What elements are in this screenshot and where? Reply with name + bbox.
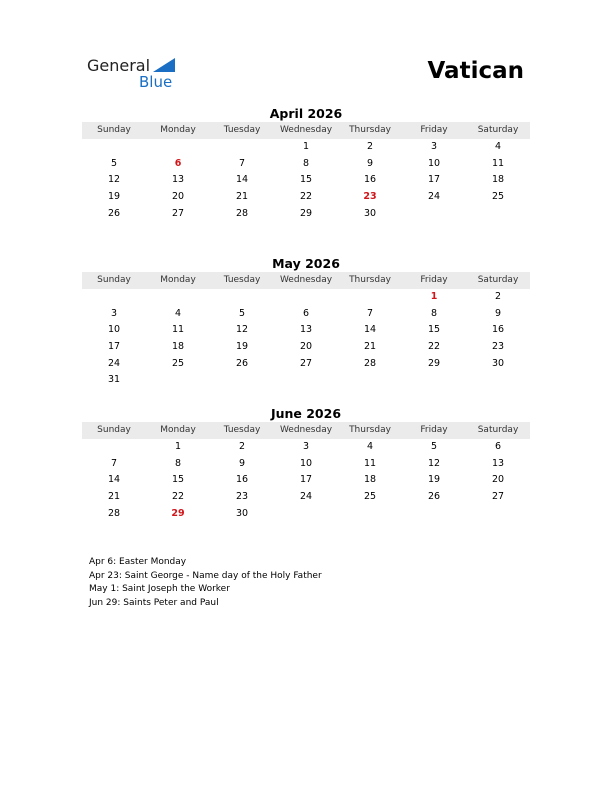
month-calendar-april [82, 106, 530, 222]
day-cell: 1 [430, 291, 438, 302]
day-cell: 9 [238, 457, 246, 469]
day-cell: 16 [235, 474, 249, 486]
day-cell: 17 [299, 474, 313, 486]
month-grid [82, 272, 530, 389]
day-cell: 3 [430, 141, 438, 152]
day-cell: 5 [430, 441, 438, 452]
day-cell: 26 [235, 357, 249, 369]
logo-general-text: General [87, 56, 151, 75]
day-cell: 30 [491, 357, 505, 369]
day-cell: 22 [171, 491, 185, 503]
weekday-header: Thursday [338, 272, 402, 289]
day-cell: 5 [238, 307, 246, 319]
day-cell: 8 [430, 307, 438, 319]
weekday-header: Saturday [466, 272, 530, 289]
day-cell: 11 [171, 324, 185, 336]
day-cell: 11 [363, 457, 377, 469]
day-cell: 12 [107, 174, 121, 186]
day-cell: 9 [494, 307, 502, 319]
weekday-header: Friday [402, 272, 466, 289]
weekday-header: Sunday [82, 422, 146, 439]
day-cell: 18 [491, 174, 505, 186]
month-grid [82, 122, 530, 222]
day-cell: 3 [302, 441, 310, 452]
day-cell: 19 [427, 474, 441, 486]
day-cell: 28 [363, 357, 377, 369]
day-cell: 21 [235, 191, 249, 203]
empty-day-cell [82, 139, 146, 156]
weekday-header: Thursday [338, 122, 402, 139]
month-title: April 2026 [269, 106, 343, 121]
day-cell: 30 [363, 207, 377, 219]
day-cell: 6 [174, 157, 182, 169]
day-cell: 25 [171, 357, 185, 369]
day-cell: 23 [235, 491, 249, 503]
weekday-header: Friday [402, 422, 466, 439]
day-cell: 20 [171, 191, 185, 203]
day-cell: 15 [171, 474, 185, 486]
day-cell: 27 [491, 491, 505, 503]
day-cell: 26 [107, 207, 121, 219]
day-cell: 3 [110, 307, 118, 319]
weekday-header: Monday [146, 272, 210, 289]
weekday-header: Monday [146, 122, 210, 139]
empty-day-cell [338, 289, 402, 306]
day-cell: 28 [235, 207, 249, 219]
day-cell: 18 [363, 474, 377, 486]
empty-day-cell [146, 139, 210, 156]
day-cell: 13 [491, 457, 505, 469]
day-cell: 2 [494, 291, 502, 302]
day-cell: 20 [299, 341, 313, 353]
general-blue-logo [87, 56, 187, 92]
month-title: June 2026 [270, 406, 342, 421]
day-cell: 22 [427, 341, 441, 353]
empty-day-cell [82, 289, 146, 306]
holiday-note: May 1: Saint Joseph the Worker [89, 584, 230, 594]
weekday-header: Tuesday [210, 422, 274, 439]
day-cell: 13 [171, 174, 185, 186]
day-cell: 18 [171, 341, 185, 353]
day-cell: 29 [171, 507, 185, 519]
day-cell: 9 [366, 157, 374, 169]
country-title: Vatican [427, 58, 524, 84]
empty-day-cell [274, 289, 338, 306]
day-cell: 29 [299, 207, 313, 219]
day-cell: 10 [427, 157, 441, 169]
day-cell: 19 [107, 191, 121, 203]
day-cell: 7 [366, 307, 374, 319]
weekday-header: Saturday [466, 122, 530, 139]
day-cell: 20 [491, 474, 505, 486]
weekday-header: Saturday [466, 422, 530, 439]
day-cell: 30 [235, 507, 249, 519]
day-cell: 14 [235, 174, 249, 186]
day-cell: 2 [238, 441, 246, 452]
month-grid [82, 422, 530, 522]
day-cell: 6 [494, 441, 502, 452]
empty-day-cell [82, 439, 146, 456]
day-cell: 23 [363, 191, 377, 203]
month-calendar-may [82, 256, 530, 389]
day-cell: 4 [494, 141, 502, 152]
day-cell: 8 [174, 457, 182, 469]
day-cell: 5 [110, 157, 118, 169]
day-cell: 25 [491, 191, 505, 203]
day-cell: 7 [110, 457, 118, 469]
day-cell: 1 [174, 441, 182, 452]
day-cell: 1 [302, 141, 310, 152]
month-title: May 2026 [272, 256, 340, 271]
holiday-note: Apr 6: Easter Monday [89, 557, 187, 567]
day-cell: 14 [363, 324, 377, 336]
day-cell: 27 [171, 207, 185, 219]
day-cell: 23 [491, 341, 505, 353]
day-cell: 15 [299, 174, 313, 186]
holiday-note: Apr 23: Saint George - Name day of the Holy Father [89, 570, 322, 581]
day-cell: 14 [107, 474, 121, 486]
weekday-header: Monday [146, 422, 210, 439]
day-cell: 8 [302, 157, 310, 169]
empty-day-cell [146, 289, 210, 306]
day-cell: 13 [299, 324, 313, 336]
weekday-header: Tuesday [210, 122, 274, 139]
weekday-header: Sunday [82, 272, 146, 289]
day-cell: 17 [107, 341, 121, 353]
weekday-header: Wednesday [274, 122, 338, 139]
day-cell: 31 [107, 374, 121, 386]
day-cell: 2 [366, 141, 374, 152]
day-cell: 16 [491, 324, 505, 336]
day-cell: 11 [491, 157, 505, 169]
day-cell: 29 [427, 357, 441, 369]
empty-day-cell [210, 139, 274, 156]
day-cell: 4 [366, 441, 374, 452]
day-cell: 7 [238, 157, 246, 169]
day-cell: 15 [427, 324, 441, 336]
weekday-header: Wednesday [274, 272, 338, 289]
day-cell: 27 [299, 357, 313, 369]
month-calendar-june [82, 406, 530, 522]
logo-blue-text: Blue [139, 73, 173, 91]
day-cell: 12 [427, 457, 441, 469]
day-cell: 10 [107, 324, 121, 336]
weekday-header: Wednesday [274, 422, 338, 439]
day-cell: 16 [363, 174, 377, 186]
weekday-header: Tuesday [210, 272, 274, 289]
holiday-note: Jun 29: Saints Peter and Paul [89, 597, 219, 608]
day-cell: 22 [299, 191, 313, 203]
day-cell: 17 [427, 174, 441, 186]
day-cell: 19 [235, 341, 249, 353]
day-cell: 24 [299, 491, 313, 503]
day-cell: 6 [302, 307, 310, 319]
weekday-header: Sunday [82, 122, 146, 139]
holiday-notes [89, 556, 322, 610]
weekday-header: Friday [402, 122, 466, 139]
weekday-header: Thursday [338, 422, 402, 439]
day-cell: 21 [107, 491, 121, 503]
day-cell: 24 [107, 357, 121, 369]
day-cell: 28 [107, 507, 121, 519]
empty-day-cell [210, 289, 274, 306]
day-cell: 4 [174, 307, 182, 319]
day-cell: 25 [363, 491, 377, 503]
logo-triangle-icon [153, 58, 175, 72]
day-cell: 12 [235, 324, 249, 336]
day-cell: 26 [427, 491, 441, 503]
day-cell: 21 [363, 341, 377, 353]
day-cell: 10 [299, 457, 313, 469]
day-cell: 24 [427, 191, 441, 203]
